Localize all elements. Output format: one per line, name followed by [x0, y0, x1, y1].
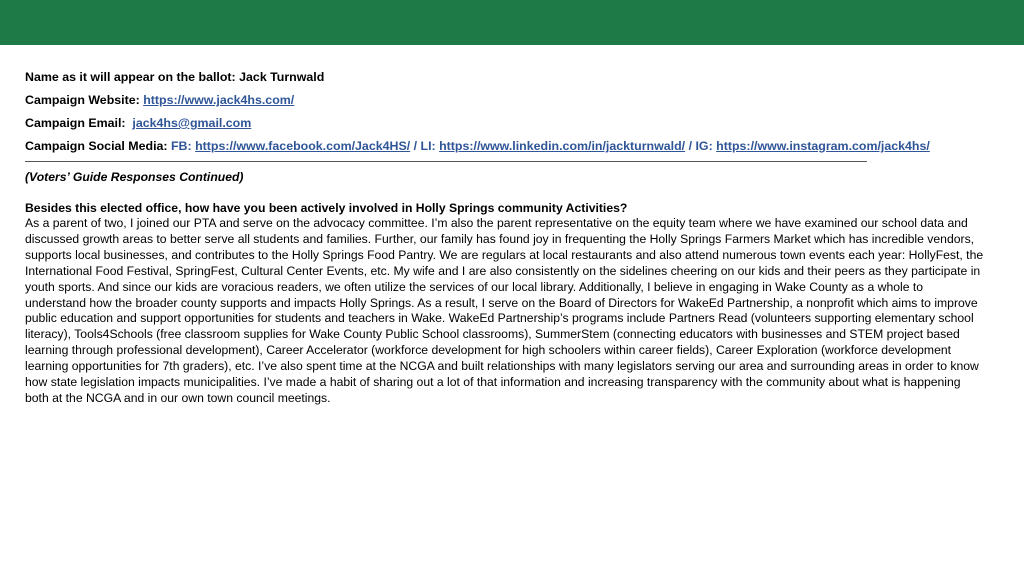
campaign-website-label: Campaign Website: — [25, 93, 140, 107]
social-separator: / — [413, 139, 418, 153]
linkedin-prefix: LI: — [420, 139, 436, 153]
header-bar — [0, 0, 1024, 45]
campaign-social-line — [25, 138, 990, 155]
ballot-name-label: Name as it will appear on the ballot: — [25, 70, 236, 84]
ballot-name-line — [25, 69, 990, 86]
campaign-website-line — [25, 92, 990, 109]
ballot-name-value: Jack Turnwald — [239, 70, 325, 84]
facebook-prefix: FB: — [170, 139, 192, 153]
facebook-link[interactable]: https://www.facebook.com/Jack4HS/ — [195, 139, 411, 153]
section-divider — [25, 161, 867, 162]
social-separator: / — [688, 139, 693, 153]
answer-paragraph: As a parent of two, I joined our PTA and serve on the advocacy committee. I’m also the parent representative on the equity team where we have examined our school data and discussed growth areas to better serve all students and families. Further, our family has found joy in frequenting the Holly Springs Farmers Market which has incredible vendors, supports local businesses, and contributes to the Holly Springs Food Pantry. We are regulars at local restaurants and also attend numerous town events each year: HollyFest, the International Food Festival, SpringFest, Cultural Center Events, etc. My wife and I are also consistently on the sidelines cheering on our kids and their peers as they participate in youth sports. And since our kids are voracious readers, we often utilize the services of our local library. Additionally, I believe in engaging in Wake County as a whole to understand how the broader county supports and impacts Holly Springs. As a result, I serve on the Board of Directors for WakeEd Partnership, a nonprofit which aims to improve public education and support opportunities for students and teachers in Wake. WakeEd Partnership’s programs include Partners Read (volunteers supporting elementary school literacy), Tools4Schools (free classroom supplies for Wake County Public School classrooms), SummerStem (connecting educators with businesses and STEM project based learning through professional development), Career Accelerator (workforce development for high schoolers within career fields), Career Exploration (workforce development learning opportunities for 7th graders), etc. I’ve also spent time at the NCGA and built relationships with many legislators serving our area and surrounding areas in order to know how state legislation impacts municipalities. I’ve made a habit of sharing out a lot of that information and increasing transparency with the community about what is happening both at the NCGA and in our own town council meetings. — [25, 216, 984, 405]
linkedin-link[interactable]: https://www.linkedin.com/in/jackturnwald/ — [439, 139, 686, 153]
document-body — [25, 69, 990, 407]
campaign-email-link[interactable]: jack4hs@gmail.com — [132, 116, 252, 130]
campaign-social-label: Campaign Social Media: — [25, 139, 168, 153]
campaign-email-label: Campaign Email: — [25, 116, 126, 130]
campaign-email-line — [25, 115, 990, 132]
instagram-prefix: IG: — [695, 139, 713, 153]
section-label: (Voters’ Guide Responses Continued) — [25, 170, 244, 184]
campaign-website-link[interactable]: https://www.jack4hs.com/ — [143, 93, 295, 107]
question-heading: Besides this elected office, how have you been actively involved in Holly Springs community Activities? — [25, 201, 628, 215]
instagram-link[interactable]: https://www.instagram.com/jack4hs/ — [716, 139, 930, 153]
